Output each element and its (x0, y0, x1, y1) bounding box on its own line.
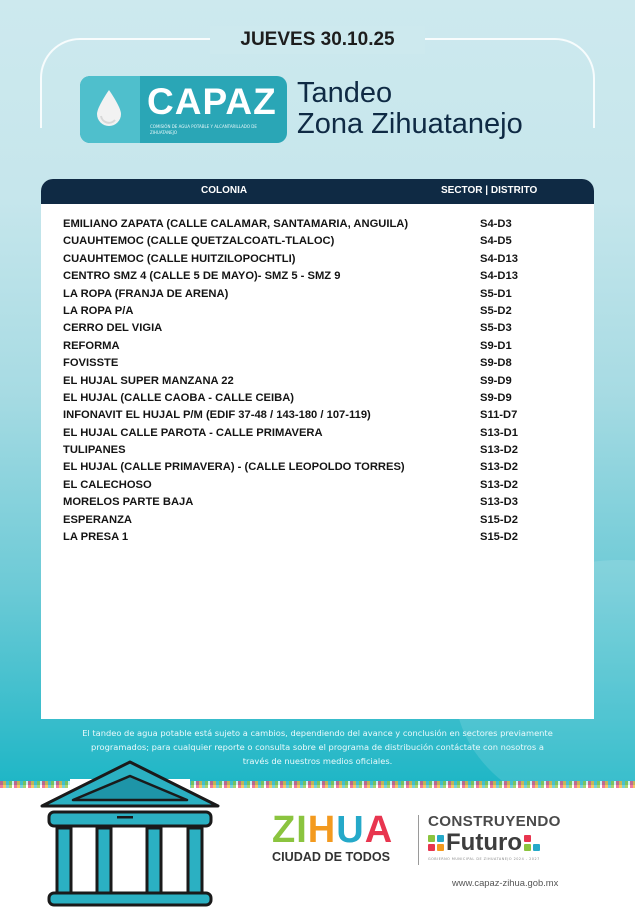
table-row (63, 442, 583, 459)
futuro-row (428, 831, 598, 855)
colonia-cell: LA ROPA (FRANJA DE ARENA) (63, 287, 229, 300)
disclaimer-line-1: El tandeo de agua potable está sujeto a cambios, dependiendo del avance y conclusión en sectores previamente (82, 728, 553, 738)
colonia-cell: CUAUHTEMOC (CALLE QUETZALCOATL-TLALOC) (63, 235, 335, 248)
table-row (63, 407, 583, 424)
table-row (63, 338, 583, 355)
table-row (63, 355, 583, 372)
logo-subtitle: COMISIÓN DE AGUA POTABLE Y ALCANTARILLADO DE ZIHUATANEJO (150, 124, 257, 135)
table-row (63, 512, 583, 529)
colonia-cell: REFORMA (63, 339, 120, 352)
sector-cell: S13-D1 (480, 426, 518, 439)
page-title (297, 78, 523, 140)
colonia-cell: EL CALECHOSO (63, 478, 152, 491)
sector-cell: S11-D7 (480, 409, 518, 422)
sector-cell: S4-D3 (480, 218, 512, 230)
colonia-cell: EL HUJAL (CALLE CAOBA - CALLE CEIBA) (63, 391, 294, 404)
colonia-cell: EL HUJAL SUPER MANZANA 22 (63, 374, 234, 387)
sector-cell: S4-D5 (480, 235, 512, 248)
title-line-2: Zona Zihuatanejo (297, 108, 523, 140)
capaz-logo (80, 76, 287, 143)
sector-cell: S4-D13 (480, 270, 518, 283)
sector-cell: S9-D1 (480, 339, 512, 352)
logo-divider (418, 815, 419, 865)
construyendo-futuro-logo (428, 813, 598, 861)
date-header (0, 26, 635, 54)
colonia-cell: INFONAVIT EL HUJAL P/M (EDIF 37-48 / 143-180 / 107-119) (63, 409, 371, 422)
date-text: JUEVES 30.10.25 (210, 26, 424, 54)
table-row (63, 268, 583, 285)
table-row (63, 477, 583, 494)
sector-cell: S9-D8 (480, 357, 512, 370)
sector-cell: S13-D3 (480, 496, 518, 509)
table-row (63, 373, 583, 390)
zihua-letter-u: U (336, 809, 365, 851)
table-row (63, 459, 583, 476)
futuro-text: Futuro (446, 829, 522, 856)
zihua-tagline: CIUDAD DE TODOS (272, 850, 391, 864)
sector-cell: S5-D2 (480, 304, 512, 317)
sector-cell: S5-D3 (480, 322, 512, 335)
color-squares-icon (428, 835, 444, 851)
government-building-icon (35, 758, 225, 909)
table-header (41, 179, 594, 204)
sector-cell: S9-D9 (480, 374, 512, 387)
colonia-cell: LA ROPA P/A (63, 304, 134, 317)
column-header-colonia: COLONIA (201, 185, 248, 196)
sector-cell: S13-D2 (480, 461, 518, 474)
colonia-cell: CUAUHTEMOC (CALLE HUITZILOPOCHTLI) (63, 252, 296, 265)
table-row (63, 529, 583, 546)
disclaimer-line-2: programados; para cualquier reporte o consulta sobre el programa de distribución contáctate con nosotros a (91, 742, 544, 752)
schedule-table (41, 179, 594, 719)
logo-name: CAPAZ (147, 81, 277, 122)
table-row (63, 216, 583, 233)
colonia-cell: MORELOS PARTE BAJA (63, 496, 194, 509)
zihua-letter-a: A (364, 809, 394, 851)
column-header-sector: SECTOR | DISTRITO (441, 185, 538, 196)
sector-cell: S15-D2 (480, 513, 518, 526)
sector-cell: S5-D1 (480, 287, 512, 300)
colonia-cell: LA PRESA 1 (63, 531, 129, 544)
table-body (63, 216, 583, 546)
zihua-logo (272, 809, 412, 864)
table-row (63, 233, 583, 250)
table-row (63, 425, 583, 442)
colonia-cell: TULIPANES (63, 444, 126, 457)
colonia-cell: EL HUJAL CALLE PAROTA - CALLE PRIMAVERA (63, 426, 323, 439)
sector-cell: S13-D2 (480, 478, 518, 491)
colonia-cell: CENTRO SMZ 4 (CALLE 5 DE MAYO)- SMZ 5 - SMZ 9 (63, 270, 341, 283)
construyendo-text: CONSTRUYENDO (428, 813, 561, 830)
zihua-letter-h: H (307, 809, 337, 851)
colonia-cell: CERRO DEL VIGIA (63, 322, 163, 335)
table-row (63, 320, 583, 337)
website-link[interactable]: www.capaz-zihua.gob.mx (452, 877, 559, 888)
zihua-wordmark (272, 809, 412, 851)
zihua-letter-z: Z (272, 809, 297, 851)
color-squares-icon (524, 835, 540, 851)
gobierno-text: GOBIERNO MUNICIPAL DE ZIHUATANEJO 2024 - 2027 (428, 857, 540, 861)
colonia-cell: FOVISSTE (63, 357, 119, 370)
sector-cell: S9-D9 (480, 391, 512, 404)
table-row (63, 251, 583, 268)
colonia-cell: EMILIANO ZAPATA (CALLE CALAMAR, SANTAMARIA, ANGUILA) (63, 218, 409, 230)
title-line-1: Tandeo (297, 77, 393, 109)
colonia-cell: EL HUJAL (CALLE PRIMAVERA) - (CALLE LEOPOLDO TORRES) (63, 461, 405, 474)
table-row (63, 286, 583, 303)
sector-cell: S15-D2 (480, 531, 518, 544)
zihua-letter-i: I (296, 809, 308, 851)
sector-cell: S4-D13 (480, 252, 518, 265)
colonia-cell: ESPERANZA (63, 513, 132, 526)
table-row (63, 390, 583, 407)
disclaimer-line-3: través de nuestros medios oficiales. (242, 756, 393, 766)
table-row (63, 303, 583, 320)
water-drop-icon (95, 89, 123, 127)
sector-cell: S13-D2 (480, 444, 518, 457)
table-row (63, 494, 583, 511)
